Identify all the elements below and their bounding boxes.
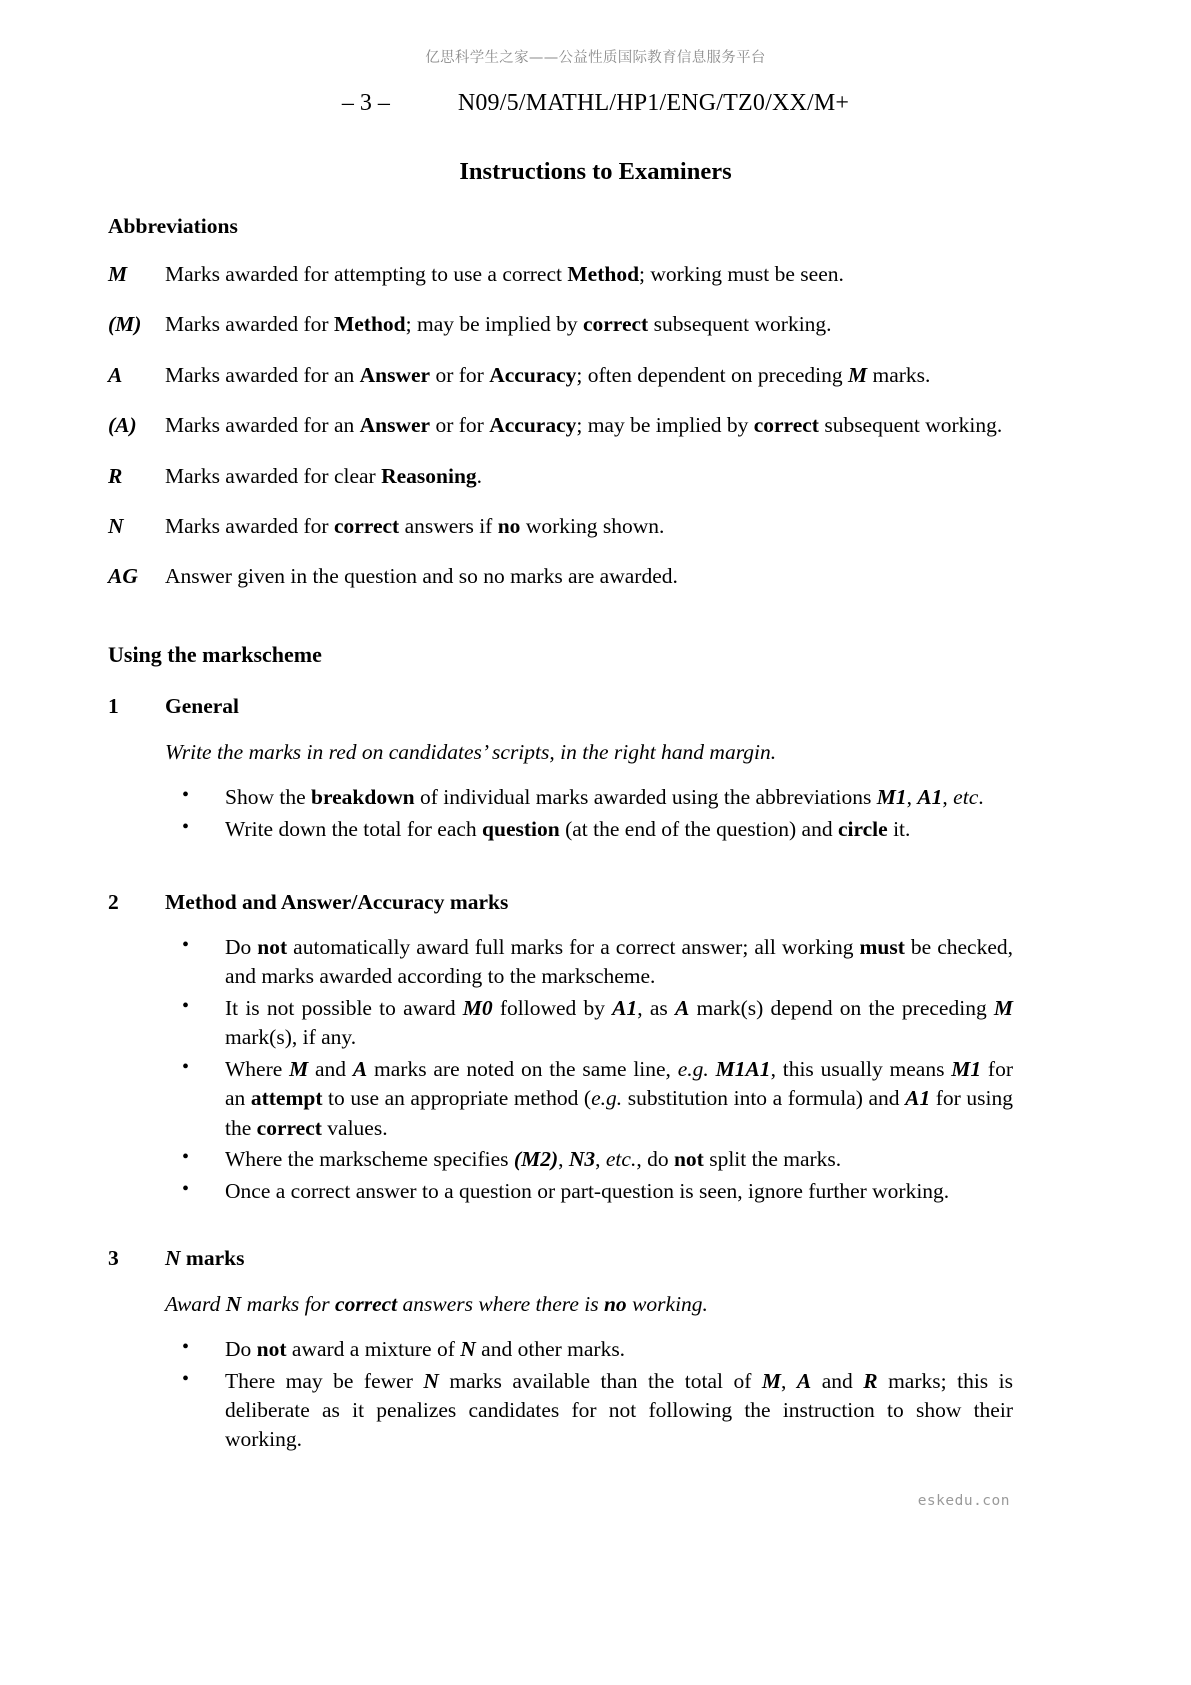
abbreviation-symbol: (A) <box>108 413 137 438</box>
list-item <box>108 463 1013 490</box>
list-item <box>108 412 1013 439</box>
watermark-bottom: eskedu.con <box>917 1493 1010 1509</box>
section-label: General <box>165 694 240 719</box>
paper-code: N09/5/MATHL/HP1/ENG/TZ0/XX/M+ <box>457 90 850 116</box>
using-markscheme-heading: Using the markscheme <box>108 642 322 668</box>
list-item: • Show the breakdown of individual marks awarded using the abbreviations M1, A1, etc. <box>165 783 1013 812</box>
section-label: N marks <box>165 1246 245 1271</box>
page-title: Instructions to Examiners <box>459 158 732 185</box>
section-bullets <box>108 783 1013 844</box>
list-item <box>108 261 1013 288</box>
page-number: – 3 – <box>341 90 390 116</box>
list-item: • Where M and A marks are noted on the same line, e.g. M1A1, this usually means M1 for an attempt to use an appropriate method (e.g. substitution into a formula) and A1 for using the correct values. <box>165 1055 1013 1143</box>
abbreviation-text: Marks awarded for clear Reasoning. <box>165 463 483 488</box>
list-item: • It is not possible to award M0 followed by A1, as A mark(s) depend on the preceding M mark(s), if any. <box>165 994 1013 1053</box>
abbreviation-symbol: (M) <box>108 312 142 337</box>
abbreviation-symbol: R <box>108 463 123 488</box>
abbreviation-text: Marks awarded for correct answers if no working shown. <box>165 513 665 538</box>
abbreviations-list <box>108 261 1013 590</box>
page-header <box>0 90 1191 117</box>
abbreviation-symbol: A <box>108 362 123 387</box>
list-item: • Write down the total for each question (at the end of the question) and circle it. <box>165 815 1013 844</box>
list-item: • Where the markscheme specifies (M2), N3, etc., do not split the marks. <box>165 1145 1013 1174</box>
abbreviation-symbol: N <box>108 513 124 538</box>
section-heading-row <box>108 694 1013 719</box>
section-bullets <box>108 933 1013 1206</box>
list-item: • Do not award a mixture of N and other marks. <box>165 1335 1013 1364</box>
list-item <box>108 311 1013 338</box>
section-note: Award N marks for correct answers where there is no working. <box>165 1292 708 1317</box>
document-body <box>108 210 1013 1457</box>
section-note: Write the marks in red on candidates’ scripts, in the right hand margin. <box>165 740 777 765</box>
section-bullets <box>108 1335 1013 1455</box>
abbreviation-symbol: AG <box>108 564 138 589</box>
markscheme-section-3 <box>108 1246 1013 1455</box>
section-number: 2 <box>108 890 119 915</box>
abbreviation-text: Marks awarded for an Answer or for Accuracy; may be implied by correct subsequent working. <box>165 413 1003 438</box>
abbreviations-heading: Abbreviations <box>108 214 238 238</box>
list-item <box>108 362 1013 389</box>
abbreviation-symbol: M <box>108 262 128 286</box>
section-heading-row <box>108 890 1013 915</box>
abbreviation-text: Marks awarded for Method; may be implied by correct subsequent working. <box>165 312 832 337</box>
watermark-top: 亿思科学生之家——公益性质国际教育信息服务平台 <box>425 50 766 66</box>
markscheme-section-1 <box>108 694 1013 844</box>
list-item: • There may be fewer N marks available than the total of M, A and R marks; this is deliberate as it penalizes candidates for not following the instruction to show their working. <box>165 1367 1013 1455</box>
section-label: Method and Answer/Accuracy marks <box>165 890 509 915</box>
list-item: • Do not automatically award full marks for a correct answer; all working must be checked, and marks awarded according to the markscheme. <box>165 933 1013 992</box>
abbreviation-text: Marks awarded for attempting to use a correct Method; working must be seen. <box>165 262 844 286</box>
list-item: • Once a correct answer to a question or part-question is seen, ignore further working. <box>165 1177 1013 1206</box>
markscheme-section-2 <box>108 890 1013 1206</box>
section-number: 1 <box>108 694 119 719</box>
list-item <box>108 563 1013 590</box>
section-heading-row <box>108 1246 1013 1271</box>
section-number: 3 <box>108 1246 119 1271</box>
list-item <box>108 513 1013 540</box>
abbreviation-text: Answer given in the question and so no marks are awarded. <box>165 564 678 589</box>
abbreviation-text: Marks awarded for an Answer or for Accuracy; often dependent on preceding M marks. <box>165 362 931 387</box>
